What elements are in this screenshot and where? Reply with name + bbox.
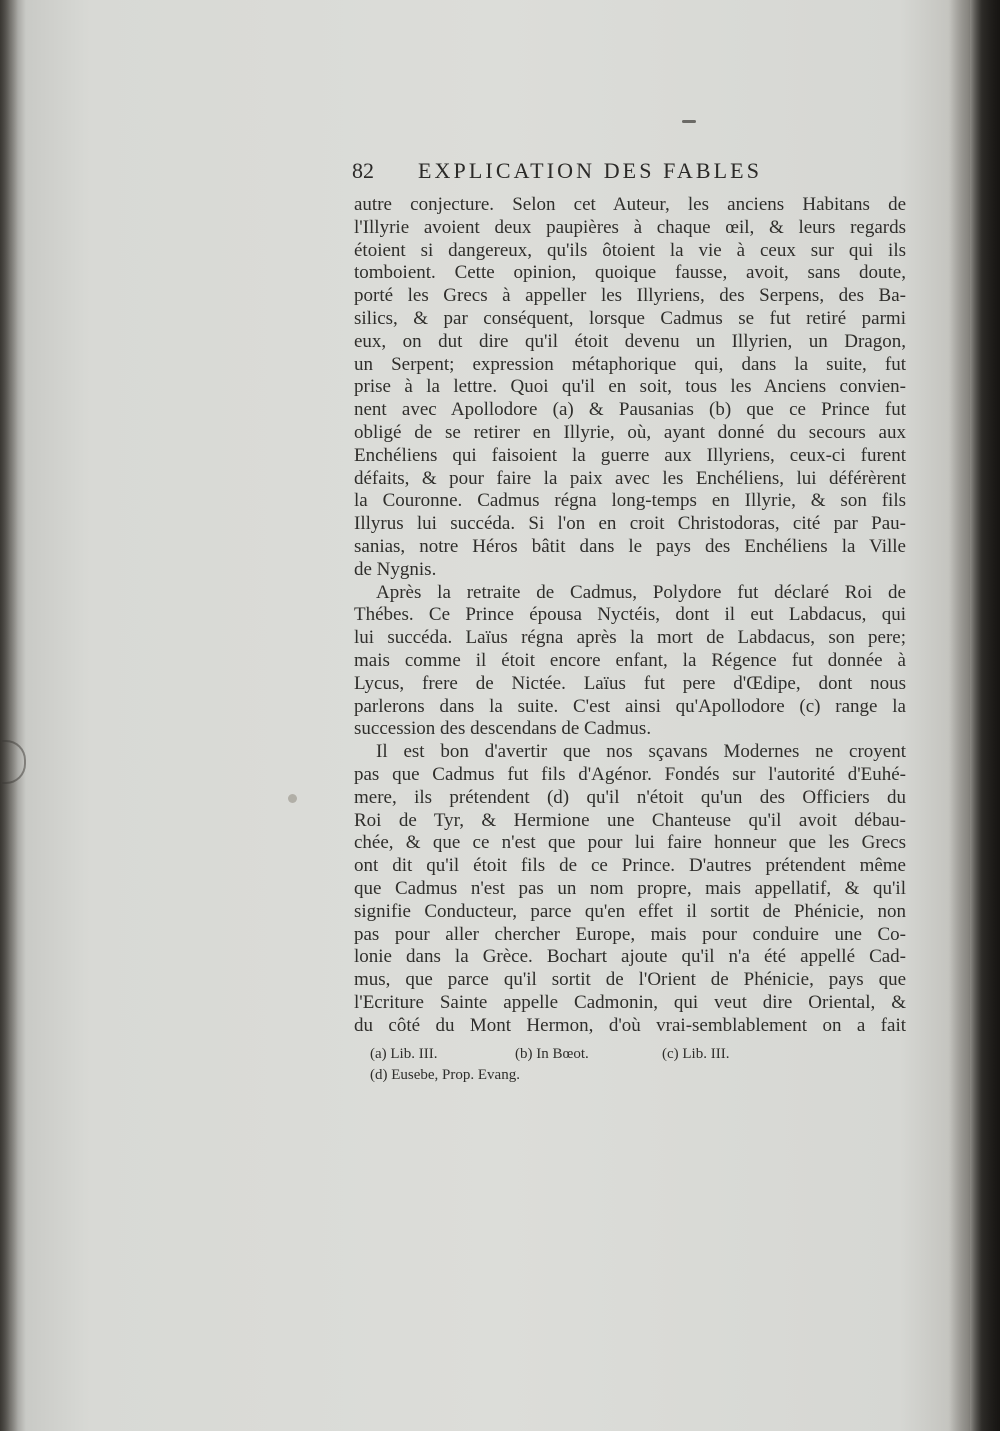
text-line: mus, que parce qu'il sortit de l'Orient de Phénicie, pays que	[354, 969, 906, 991]
text-line: eux, on dut dire qu'il étoit devenu un Illyrien, un Dragon,	[354, 330, 906, 352]
text-line: Illyrus lui succéda. Si l'on en croit Christodoras, cité par Pau-	[354, 513, 906, 535]
text-line: Roi de Tyr, & Hermione une Chanteuse qu'il avoit débau-	[354, 809, 906, 831]
text-line: que Cadmus n'est pas un nom propre, mais appellatif, & qu'il	[354, 877, 906, 899]
ink-mark	[682, 120, 696, 123]
text-line: l'Ecriture Sainte appelle Cadmonin, qui veut dire Oriental, &	[354, 991, 906, 1013]
paper-spot	[288, 794, 297, 803]
text-line: un Serpent; expression métaphorique qui, dans la suite, fut	[354, 353, 906, 375]
text-line: autre conjecture. Selon cet Auteur, les anciens Habitans de	[354, 194, 906, 215]
text-line: lui succéda. Laïus régna après la mort de Labdacus, son pere;	[354, 627, 906, 649]
footnote-a: (a) Lib. III.	[370, 1046, 438, 1062]
page-edge-right	[970, 0, 1000, 1431]
running-head	[352, 156, 842, 190]
text-line: pas pour aller chercher Europe, mais pour conduire une Co-	[354, 923, 906, 945]
text-line: Lycus, frere de Nictée. Laïus fut pere d'Œdipe, dont nous	[354, 672, 906, 694]
footnote-row	[370, 1044, 790, 1065]
text-line: de Nygnis.	[354, 558, 437, 580]
footnotes	[370, 1044, 790, 1086]
text-line: ont dit qu'il étoit fils de ce Prince. D'autres prétendent même	[354, 855, 906, 877]
text-line: pas que Cadmus fut fils d'Agénor. Fondés sur l'autorité d'Euhé-	[354, 763, 906, 785]
text-line: Il est bon d'avertir que nos sçavans Modernes ne croyent	[376, 741, 906, 763]
text-line: du côté du Mont Hermon, d'où vrai-semblablement on a fait	[354, 1014, 906, 1036]
text-line: silics, & par conséquent, lorsque Cadmus se fut retiré parmi	[354, 307, 906, 329]
running-title: EXPLICATION DES FABLES	[418, 158, 763, 183]
page-edge-left	[0, 0, 18, 1431]
clip-mark	[2, 740, 26, 784]
binding-shadow	[948, 0, 970, 1431]
text-line: Enchéliens qui faisoient la guerre aux Illyriens, ceux-ci furent	[354, 444, 906, 466]
text-line: tomboient. Cette opinion, quoique fausse, avoit, sans doute,	[354, 262, 906, 284]
text-line: lonie dans la Grèce. Bochart ajoute qu'il n'a été appellé Cad-	[354, 946, 906, 968]
text-line: sanias, notre Héros bâtit dans le pays des Enchéliens la Ville	[354, 535, 906, 557]
footnote-d: (d) Eusebe, Prop. Evang.	[370, 1067, 520, 1083]
text-line: succession des descendans de Cadmus.	[354, 718, 652, 740]
text-line: mere, ils prétendent (d) qu'il n'étoit qu'un des Officiers du	[354, 786, 906, 808]
text-line: porté les Grecs à appeller les Illyriens, des Serpens, des Ba-	[354, 285, 906, 307]
text-line: la Couronne. Cadmus régna long-temps en Illyrie, & son fils	[354, 490, 906, 512]
footnote-b: (b) In Bœot.	[515, 1046, 589, 1062]
text-line: mais comme il étoit encore enfant, la Régence fut donnée à	[354, 649, 906, 671]
footnote-row	[370, 1065, 790, 1086]
text-line: Après la retraite de Cadmus, Polydore fut déclaré Roi de	[376, 581, 906, 603]
text-line: nent avec Apollodore (a) & Pausanias (b) que ce Prince fut	[354, 399, 906, 421]
text-line: chée, & que ce n'est que pour lui faire honneur que les Grecs	[354, 832, 906, 854]
text-line: Thébes. Ce Prince épousa Nyctéis, dont il eut Labdacus, qui	[354, 604, 906, 626]
footnote-c: (c) Lib. III.	[662, 1046, 730, 1062]
body-text	[354, 194, 906, 1037]
text-line: signifie Conducteur, parce qu'en effet il sortit de Phénicie, non	[354, 900, 906, 922]
text-line: parlerons dans la suite. C'est ainsi qu'Apollodore (c) range la	[354, 695, 906, 717]
text-line: étoient si dangereux, qu'ils ôtoient la vie à ceux sur qui ils	[354, 239, 906, 261]
text-line: prise à la lettre. Quoi qu'il en soit, tous les Anciens convien-	[354, 376, 906, 398]
text-line: défaits, & pour faire la paix avec les Enchéliens, lui déférèrent	[354, 467, 906, 489]
text-line: l'Illyrie avoient deux paupières à chaque œil, & leurs regards	[354, 216, 906, 238]
page-number: 82	[352, 158, 374, 183]
text-line: obligé de se retirer en Illyrie, où, ayant donné du secours aux	[354, 421, 906, 443]
